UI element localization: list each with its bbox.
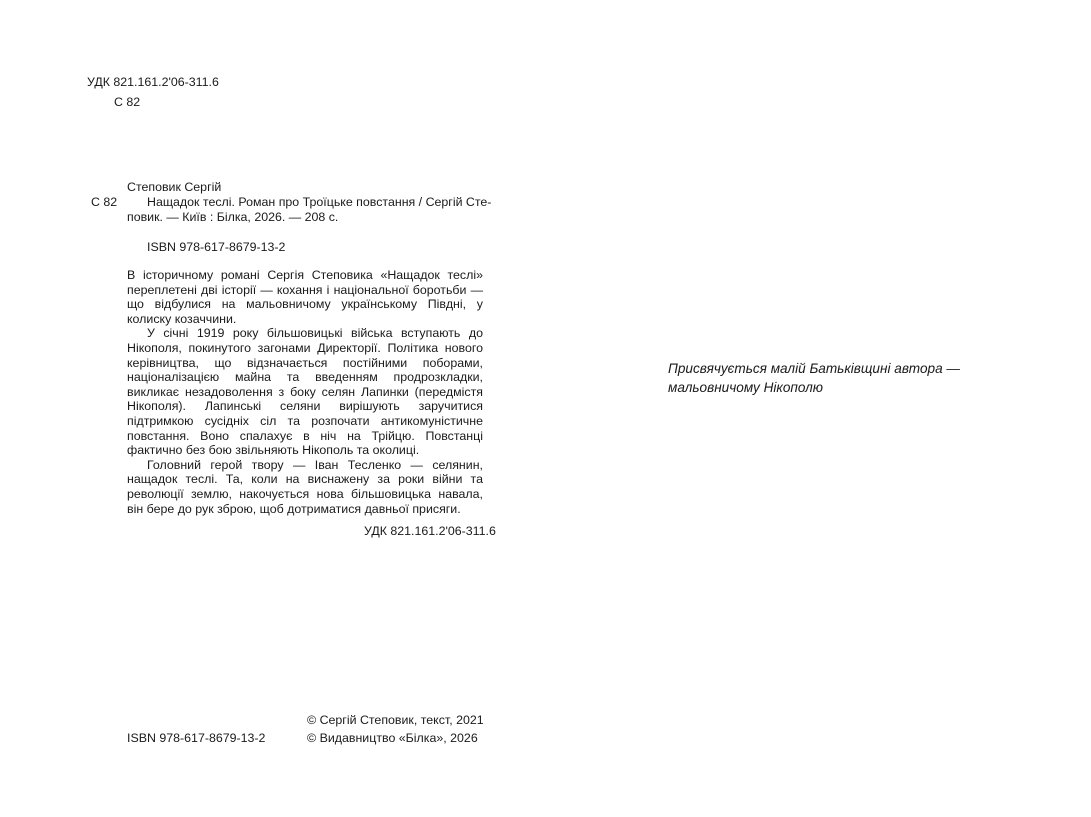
copyright-publisher: © Видавництво «Білка», 2026	[307, 731, 478, 745]
author-heading: Степовик Сергій	[127, 180, 222, 194]
dedication-page	[545, 0, 1091, 817]
udk-code-bottom: УДК 821.161.2'06-311.6	[364, 524, 496, 538]
annotation-paragraph: В історичному романі Сергія Степовика «Нащадок теслі» переплетені дві історії — кохання і національної боротьби — що відбулися на мальовничому українському Півдні, у колиску козаччини.	[127, 268, 483, 326]
isbn-bottom: ISBN 978-617-8679-13-2	[127, 731, 266, 745]
author-mark-entry: С 82	[91, 195, 118, 209]
dedication	[668, 359, 988, 397]
author-mark-top: С 82	[114, 95, 141, 109]
bibliographic-title: Нащадок теслі. Роман про Троїцьке повстання / Сергій Сте-	[147, 195, 492, 209]
bibliographic-imprint: повик. — Київ : Білка, 2026. — 208 с.	[127, 210, 339, 224]
copyright-author: © Сергій Степовик, текст, 2021	[307, 713, 484, 727]
udk-code-top: УДК 821.161.2'06-311.6	[87, 75, 219, 89]
annotation	[127, 268, 483, 516]
annotation-paragraph: У січні 1919 року більшовицькі війська вступають до Нікополя, покинутого загонами Директорії. Політика нового керівництва, що відзначається постійними поборами, націоналізацією майна та введенням продрозкладки, викликає незадоволення з боку селян Лапинки (передмістя Нікополя). Лапинські селяни вирішують заручитися підтримкою сусідніх сіл та розпочати антикомуністичне повстання. Воно спалахує в ніч на Трійцю. Повстанці фактично без бою звільняють Нікополь та околиці.	[127, 326, 483, 458]
imprint-page	[0, 0, 545, 817]
dedication-line: мальовничому Нікополю	[668, 380, 824, 395]
annotation-paragraph: Головний герой твору — Іван Тесленко — селянин, нащадок теслі. Та, коли на виснажену за роки війни та революції землю, накочується нова більшовицька навала, він бере до рук зброю, щоб дотриматися давньої присяги.	[127, 457, 483, 516]
isbn-entry: ISBN 978-617-8679-13-2	[147, 240, 286, 254]
dedication-line: Присвячується малій Батьківщині автора —	[668, 361, 960, 376]
